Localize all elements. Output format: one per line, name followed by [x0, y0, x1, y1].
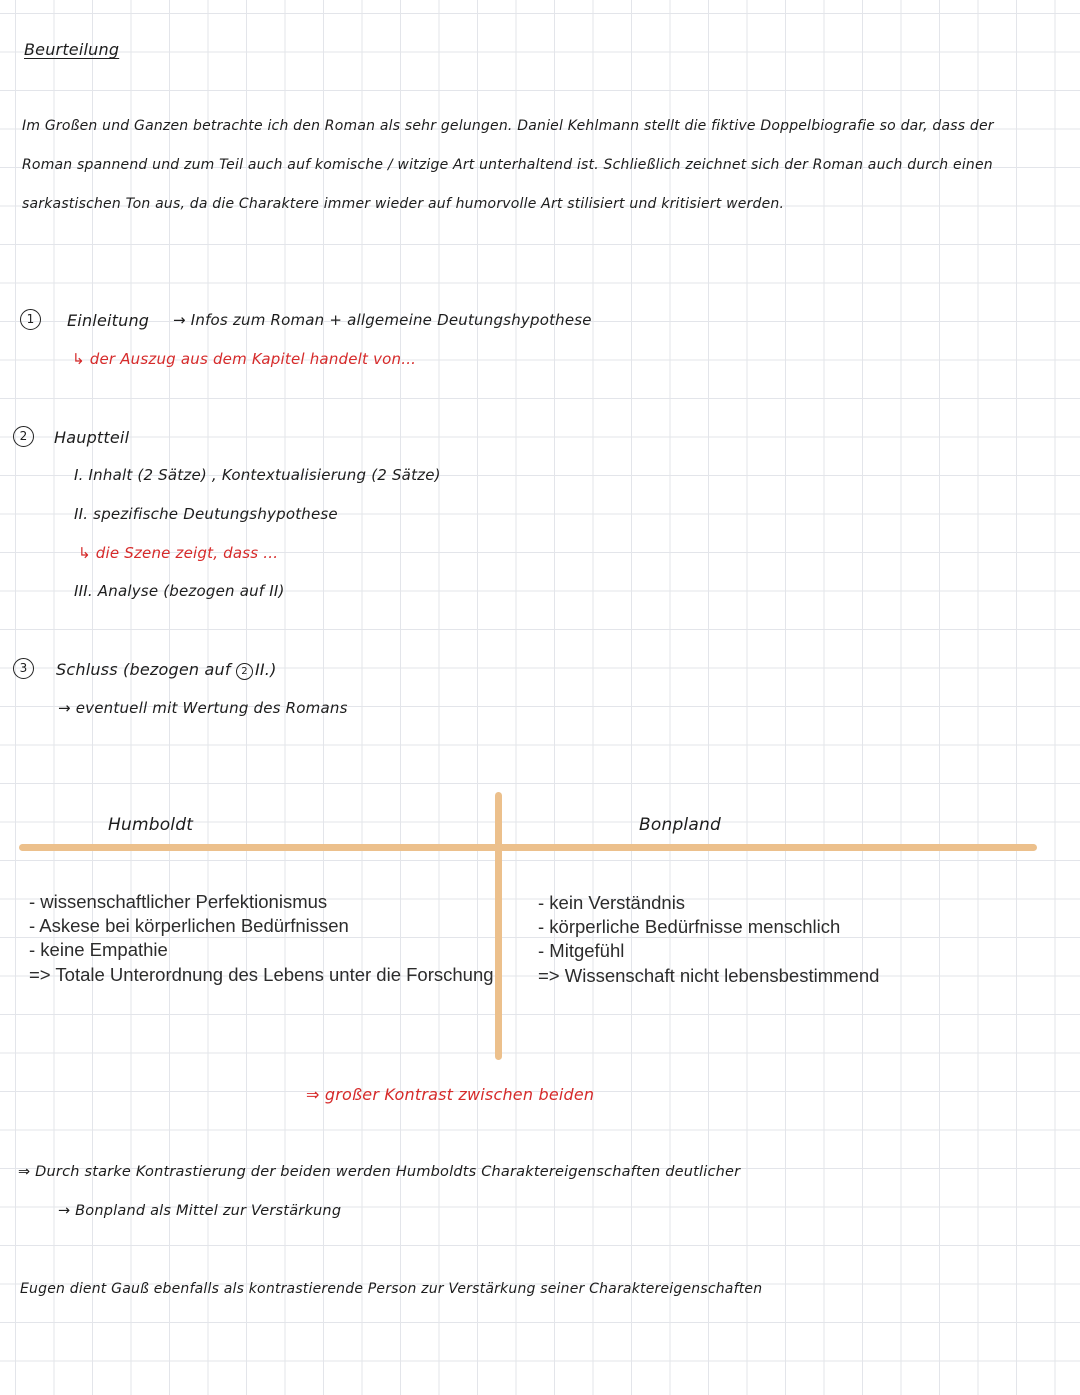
section-2-item-2-subnote: ↳ die Szene zeigt, dass ...	[78, 544, 279, 562]
summary-line-1: ⇒ Durch starke Kontrastierung der beiden werden Humboldts Charaktereigenschaften deutlicher	[18, 1164, 741, 1180]
section-3-note: → eventuell mit Wertung des Romans	[58, 699, 348, 717]
section-number-2: 2	[13, 426, 34, 447]
section-1-note: → Infos zum Roman + allgemeine Deutungshypothese	[173, 311, 592, 329]
comparison-vertical-divider	[495, 792, 502, 1060]
summary-line-2: → Bonpland als Mittel zur Verstärkung	[58, 1203, 342, 1219]
section-2-item-2: II. spezifische Deutungshypothese	[74, 505, 338, 523]
section-1-subnote: ↳ der Auszug aus dem Kapitel handelt von...	[72, 350, 417, 368]
evaluation-line-3: sarkastischen Ton aus, da die Charaktere immer wieder auf humorvolle Art stilisiert und kritisiert werden.	[22, 196, 785, 212]
summary-line-3: Eugen dient Gauß ebenfalls als kontrastierende Person zur Verstärkung seiner Charaktereigenschaften	[20, 1281, 763, 1297]
section-3-ref-suffix: II.)	[254, 660, 277, 679]
humboldt-item-3: - keine Empathie	[29, 939, 168, 960]
humboldt-item-1: - wissenschaftlicher Perfektionismus	[29, 891, 328, 912]
section-2-item-3: III. Analyse (bezogen auf II)	[74, 582, 285, 600]
bonpland-item-1: - kein Verständnis	[538, 892, 686, 913]
bonpland-item-4: => Wissenschaft nicht lebensbestimmend	[538, 965, 880, 986]
section-2-title: Hauptteil	[54, 428, 130, 447]
comparison-horizontal-divider	[19, 844, 1037, 851]
evaluation-line-1: Im Großen und Ganzen betrachte ich den Roman als sehr gelungen. Daniel Kehlmann stellt die fiktive Doppelbiografie so dar, dass der	[22, 118, 994, 134]
section-number-3: 3	[13, 658, 34, 679]
evaluation-line-2: Roman spannend und zum Teil auch auf komische / witzige Art unterhaltend ist. Schließlich zeichnet sich der Roman auch durch einen	[22, 157, 993, 173]
page-title: Beurteilung	[24, 40, 120, 59]
comparison-conclusion: ⇒ großer Kontrast zwischen beiden	[306, 1085, 595, 1104]
section-number-1: 1	[20, 309, 41, 330]
comparison-header-humboldt: Humboldt	[108, 815, 194, 835]
section-2-item-1: I. Inhalt (2 Sätze) , Kontextualisierung (2 Sätze)	[74, 466, 441, 484]
bonpland-item-3: - Mitgefühl	[538, 940, 625, 961]
section-3-title-text: Schluss (bezogen auf	[56, 660, 231, 679]
section-3-ref-number: 2	[236, 663, 253, 680]
section-3-title	[56, 660, 277, 680]
section-1-title: Einleitung	[67, 311, 150, 330]
comparison-header-bonpland: Bonpland	[639, 815, 721, 835]
humboldt-item-4: => Totale Unterordnung des Lebens unter die Forschung	[29, 964, 494, 985]
bonpland-item-2: - körperliche Bedürfnisse menschlich	[538, 916, 841, 937]
humboldt-item-2: - Askese bei körperlichen Bedürfnissen	[29, 915, 349, 936]
